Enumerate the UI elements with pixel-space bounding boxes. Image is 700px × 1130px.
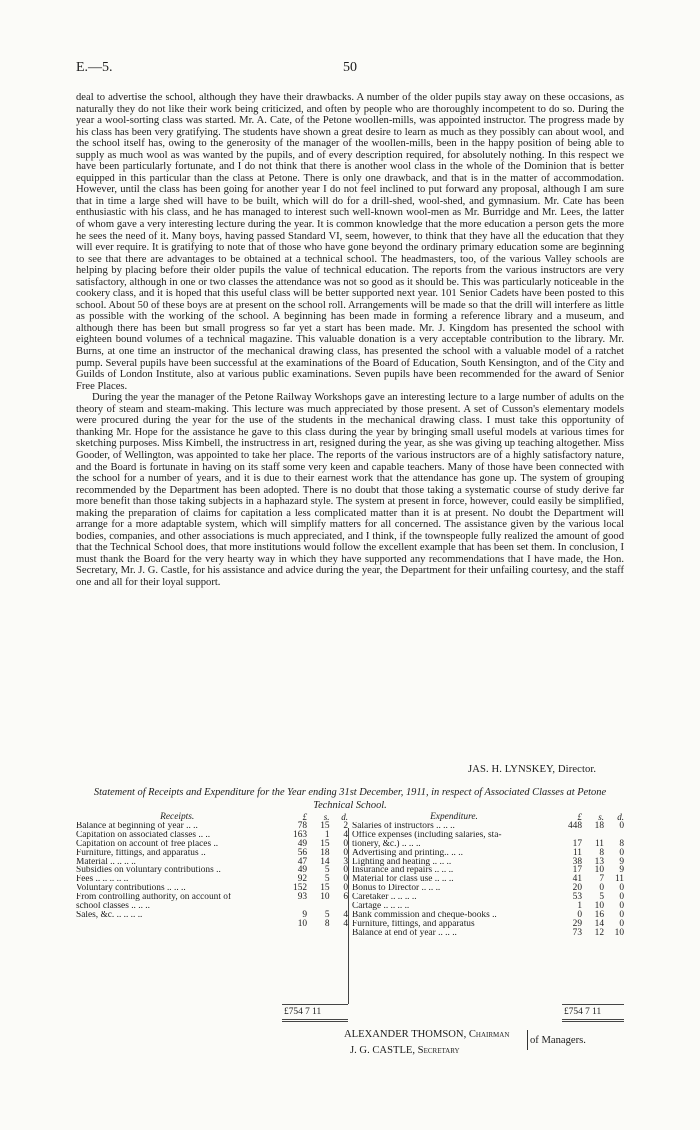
shillings-cell: 13: [594, 856, 604, 867]
pounds-cell: 73: [572, 927, 582, 938]
pence-cell: 0: [619, 901, 624, 912]
statement-title: Statement of Receipts and Expenditure for the Year ending 31st December, 1911, in respect of Associated Classes at Petone Technical School.: [93, 787, 607, 811]
report-body: [76, 92, 624, 589]
row-label: Balance at end of year .. .. ..: [352, 928, 457, 938]
pounds-cell: 41: [572, 874, 582, 885]
pounds-cell: 163: [293, 829, 308, 840]
pence-cell: 0: [619, 909, 624, 920]
row-label: Bonus to Director .. .. ..: [352, 884, 441, 894]
table-row: [76, 831, 348, 840]
table-row: [76, 884, 348, 893]
pounds-cell: 53: [572, 892, 582, 903]
shillings-cell: 5: [324, 865, 330, 876]
pounds-cell: 17: [572, 865, 582, 876]
pounds-cell: 49: [297, 838, 308, 849]
unit-shillings: s.: [598, 812, 604, 822]
shillings-cell: 18: [594, 820, 604, 831]
shillings-cell: 10: [594, 865, 604, 876]
managers-block: [344, 1027, 509, 1059]
shillings-cell: 10: [594, 901, 604, 912]
unit-shillings: s.: [323, 812, 330, 822]
expenditure-total: £754 7 11: [564, 1007, 602, 1017]
pence-cell: 0: [343, 847, 348, 858]
shillings-cell: 15: [320, 838, 330, 849]
pence-cell: 0: [343, 865, 348, 876]
pence-cell: 0: [343, 838, 348, 849]
row-label: Lighting and heating .. .. ..: [352, 857, 452, 867]
pence-cell: 3: [343, 856, 348, 867]
pounds-cell: 17: [572, 838, 582, 849]
row-label: Advertising and printing.. .. ..: [352, 848, 463, 858]
receipts-total: £754 7 11: [284, 1007, 322, 1017]
pence-cell: 0: [343, 874, 348, 885]
unit-pence: d.: [617, 812, 624, 822]
director-signature: JAS. H. LYNSKEY, Director.: [468, 764, 597, 775]
row-label: Material for class use .. .. ..: [352, 875, 454, 885]
table-row: [76, 849, 348, 858]
pounds-cell: 49: [297, 865, 308, 876]
paragraph: deal to advertise the school, although they have their drawbacks. A number of the older pupils stay away on these occasions, as naturally they do not like their work being criticized, and often by people who are thoroughly incompetent to do so. During the year a wool-sorting class was started. Mr. A. Cate, of the Petone woollen-mills, was appointed instructor. The progress made by his class has been very gratifying. The students have shown a great desire to learn as much as they possibly can about wool, and the school itself has, owing to the generosity of the manager of the woollen-mills, been in the happy position of being able to supply as much wool as was wanted by the pupils, and of every description required, for absolutely nothing. In this respect we have been particularly fortunate, and I do not think that there is another wool class in the whole of the Dominion that is better equipped in this particular than the class at Petone. There is only one drawback, and that is in the matter of accommodation. However, until the class has been going for another year I do not feel inclined to put forward any proposal, although I am sure that in time a large shed will have to be built, which will do for a drill-shed, wool-shed, and gymnasium. Mr. Cate has been enthusiastic with his class, and he has managed to interest such well-known wool-men as Mr. Burridge and Mr. Lees, the latter of whom gave a very interesting lecture during the year. It is common knowledge that the more education a person gets the more he sees the need of it. Many boys, having passed Standard VI, seem, however, to think that they have all the education that they will ever require. It is gratifying to note that of those who have gone beyond the ordinary primary education some are beginning to see that there are advantages to be obtained at a technical school. The headmasters, too, of the various Valley schools are helping by placing before their older pupils the value of technical education. The reports from the various instructors are very satisfactory, although in one or two classes the attendance was not so good as it should be. This was particularly noticeable in the cookery class, and it is hoped that this useful class will be better supported next year. 101 Senior Cadets have been posted to this school. About 50 of these boys are at present on the school roll. Arrangements will be made so that the drill will interfere as little as possible with the working of the school. A beginning has been made in forming a reference library and a museum, and although there has been but small progress so far yet a start has been made. Mr. J. Kingdom has presented the school with eighteen bound volumes of a technical magazine. This valuable donation is a very acceptable contribution to the library. Mr. Burns, at one time an instructor of the mechanical drawing class, has presented the school with a valuable model of a ratchet pump. Several pupils have been successful at the examinations of the Board of Education, South Kensington, and of the City and Guilds of London Institute, also at various public examinations. Seven pupils have been recommended for the award of Senior Free Places.: [76, 92, 624, 392]
table-row: [352, 822, 624, 831]
pounds-cell: 448: [567, 820, 582, 831]
brace: [524, 1030, 528, 1050]
row-label: Capitation on associated classes .. ..: [76, 830, 211, 840]
table-row: [352, 884, 624, 893]
table-row: [76, 822, 348, 831]
table-row: [352, 929, 624, 938]
shillings-cell: 16: [594, 909, 604, 920]
chairman-name: ALEXANDER THOMSON, Chairman: [344, 1029, 510, 1040]
shillings-cell: 5: [324, 909, 330, 920]
pounds-cell: 38: [572, 856, 582, 867]
row-label: Sales, &c. .. .. .. ..: [76, 910, 143, 920]
pounds-cell: 20: [572, 883, 582, 894]
pounds-cell: 78: [297, 820, 308, 831]
pence-cell: 4: [343, 918, 348, 929]
table-row: [352, 831, 624, 840]
row-label: Furniture, fittings, and apparatus: [352, 919, 475, 929]
shillings-cell: 0: [599, 883, 604, 894]
pounds-cell: 29: [572, 918, 582, 929]
table-row: [76, 902, 348, 911]
table-row: [76, 920, 348, 929]
pence-cell: 11: [614, 874, 624, 885]
pence-cell: 0: [619, 918, 624, 929]
pence-cell: 2: [343, 820, 348, 831]
shillings-cell: 8: [599, 847, 604, 858]
pounds-cell: 56: [297, 847, 308, 858]
pence-cell: 9: [619, 865, 624, 876]
page-number: 50: [343, 60, 357, 75]
document-code: E.—5.: [76, 60, 113, 75]
shillings-cell: 15: [320, 883, 330, 894]
pounds-cell: 10: [297, 918, 308, 929]
row-label: From controlling authority, on account of: [76, 893, 232, 903]
row-label: school classes .. .. ..: [76, 902, 150, 911]
pence-cell: 4: [343, 829, 348, 840]
pounds-cell: 9: [302, 909, 308, 920]
unit-pence: d.: [341, 812, 348, 822]
shillings-cell: 10: [320, 892, 330, 903]
row-label: Insurance and repairs .. .. ..: [352, 866, 454, 876]
shillings-cell: 5: [324, 874, 330, 885]
receipts-total-double-rule: [282, 1019, 348, 1022]
shillings-cell: 11: [594, 838, 604, 849]
table-row: [76, 875, 348, 884]
table-row: [352, 893, 624, 902]
receipts-table: [76, 813, 348, 929]
expenditure-total-double-rule: [562, 1019, 624, 1022]
shillings-cell: 14: [594, 918, 604, 929]
table-row: [352, 866, 624, 875]
table-row: [352, 902, 624, 911]
row-label: Material .. .. .. ..: [76, 857, 136, 867]
row-label: Subsidies on voluntary contributions ..: [76, 866, 221, 876]
pounds-cell: 0: [577, 909, 582, 920]
table-row: [352, 911, 624, 920]
pounds-cell: 1: [577, 901, 582, 912]
row-label: Caretaker .. .. .. ..: [352, 893, 417, 903]
row-label: Salaries of instructors .. .. ..: [352, 821, 455, 831]
pounds-cell: 11: [572, 847, 582, 858]
pence-cell: 0: [343, 883, 348, 894]
pounds-cell: 152: [293, 883, 308, 894]
table-row: [76, 840, 348, 849]
row-label: Office expenses (including salaries, sta-: [352, 830, 502, 840]
table-row: [76, 858, 348, 867]
shillings-cell: 1: [324, 829, 330, 840]
row-label: Capitation on account of free places ..: [76, 839, 219, 849]
row-label: tionery, &c.) .. .. ..: [352, 839, 421, 849]
pounds-cell: 47: [297, 856, 308, 867]
shillings-cell: 15: [320, 820, 330, 831]
pence-cell: 0: [619, 892, 624, 903]
pence-cell: 6: [343, 892, 348, 903]
pounds-cell: 92: [297, 874, 308, 885]
table-row: [352, 875, 624, 884]
paragraph: During the year the manager of the Petone Railway Workshops gave an interesting lecture to a large number of adults on the theory of steam and steam-making. This lecture was much appreciated by those present. A set of Cusson's elementary models were procured during the year for the use of the students in the mechanical drawing class. I must take this opportunity of thanking Mr. Hope for the assistance he gave to this class during the year by bringing small useful models at various times for sketching purposes. Miss Kimbell, the instructress in art, resigned during the year, as she was giving up teaching altogether. Miss Gooder, of Wellington, was appointed to take her place. The reports of the various instructors are of a highly satisfactory nature, and the Board is fortunate in having on its staff some very keen and capable teachers. Many of those have been connected with the school for a number of years, and it is due to their earnest work that the attendance has gone up. The system of grouping recommended by the Department has been adopted. There is no doubt that those taking a systematic course of study derive far more benefit than those taking subjects in a haphazard style. The system at present in force, however, could easily be simplified, making the preparation of claims for capitation a less complicated matter than it is at present. No doubt the Department will arrange for a more adaptable system, which will simplify matters for all concerned. The assistance given by the various local bodies, companies, and other associations is much appreciated, and I think, if the townspeople fully realized the amount of good that the Technical School does, that more institutions would follow the excellent example that has been set them. In conclusion, I must thank the Board for the very hearty way in which they have supported any recommendations that I have made, the Hon. Secretary, Mr. J. G. Castle, for his assistance and advice during the year, the Department for their unfailing courtesy, and the staff one and all for their loyal support.: [76, 392, 624, 588]
table-row: [76, 866, 348, 875]
row-label: Fees .. .. .. .. ..: [76, 875, 129, 885]
shillings-cell: 14: [320, 856, 330, 867]
shillings-cell: 8: [324, 918, 330, 929]
pence-cell: 0: [619, 820, 624, 831]
row-label: Balance at beginning of year .. ..: [76, 821, 198, 831]
row-label: [76, 920, 278, 929]
pence-cell: 4: [343, 909, 348, 920]
shillings-cell: 18: [320, 847, 330, 858]
row-label: Voluntary contributions .. .. ..: [76, 884, 186, 894]
table-row: [76, 893, 348, 902]
shillings-cell: 12: [594, 927, 604, 938]
shillings-cell: 5: [599, 892, 604, 903]
table-row: [76, 911, 348, 920]
pence-cell: 10: [614, 927, 624, 938]
row-label: Furniture, fittings, and apparatus ..: [76, 848, 206, 858]
row-label: Cartage .. .. .. ..: [352, 902, 410, 911]
expenditure-heading: Expenditure.: [430, 812, 478, 822]
pence-cell: 0: [619, 883, 624, 894]
pence-cell: 9: [619, 856, 624, 867]
table-row: [352, 858, 624, 867]
shillings-cell: 7: [599, 874, 604, 885]
expenditure-total-rule: [562, 1004, 624, 1005]
pence-cell: 8: [619, 838, 624, 849]
table-row: [352, 849, 624, 858]
receipts-total-rule: [282, 1004, 348, 1005]
table-row: [352, 920, 624, 929]
secretary-name: J. G. CASTLE, Secretary: [350, 1045, 460, 1056]
unit-pounds: £: [577, 812, 582, 822]
expenditure-table: [352, 813, 624, 938]
unit-pounds: £: [302, 812, 308, 822]
managers-label: of Managers.: [530, 1035, 586, 1046]
receipts-heading: Receipts.: [160, 812, 195, 822]
column-divider: [348, 828, 349, 1004]
pounds-cell: 93: [297, 892, 308, 903]
table-row: [352, 840, 624, 849]
pence-cell: 0: [619, 847, 624, 858]
row-label: Bank commission and cheque-books ..: [352, 910, 497, 920]
